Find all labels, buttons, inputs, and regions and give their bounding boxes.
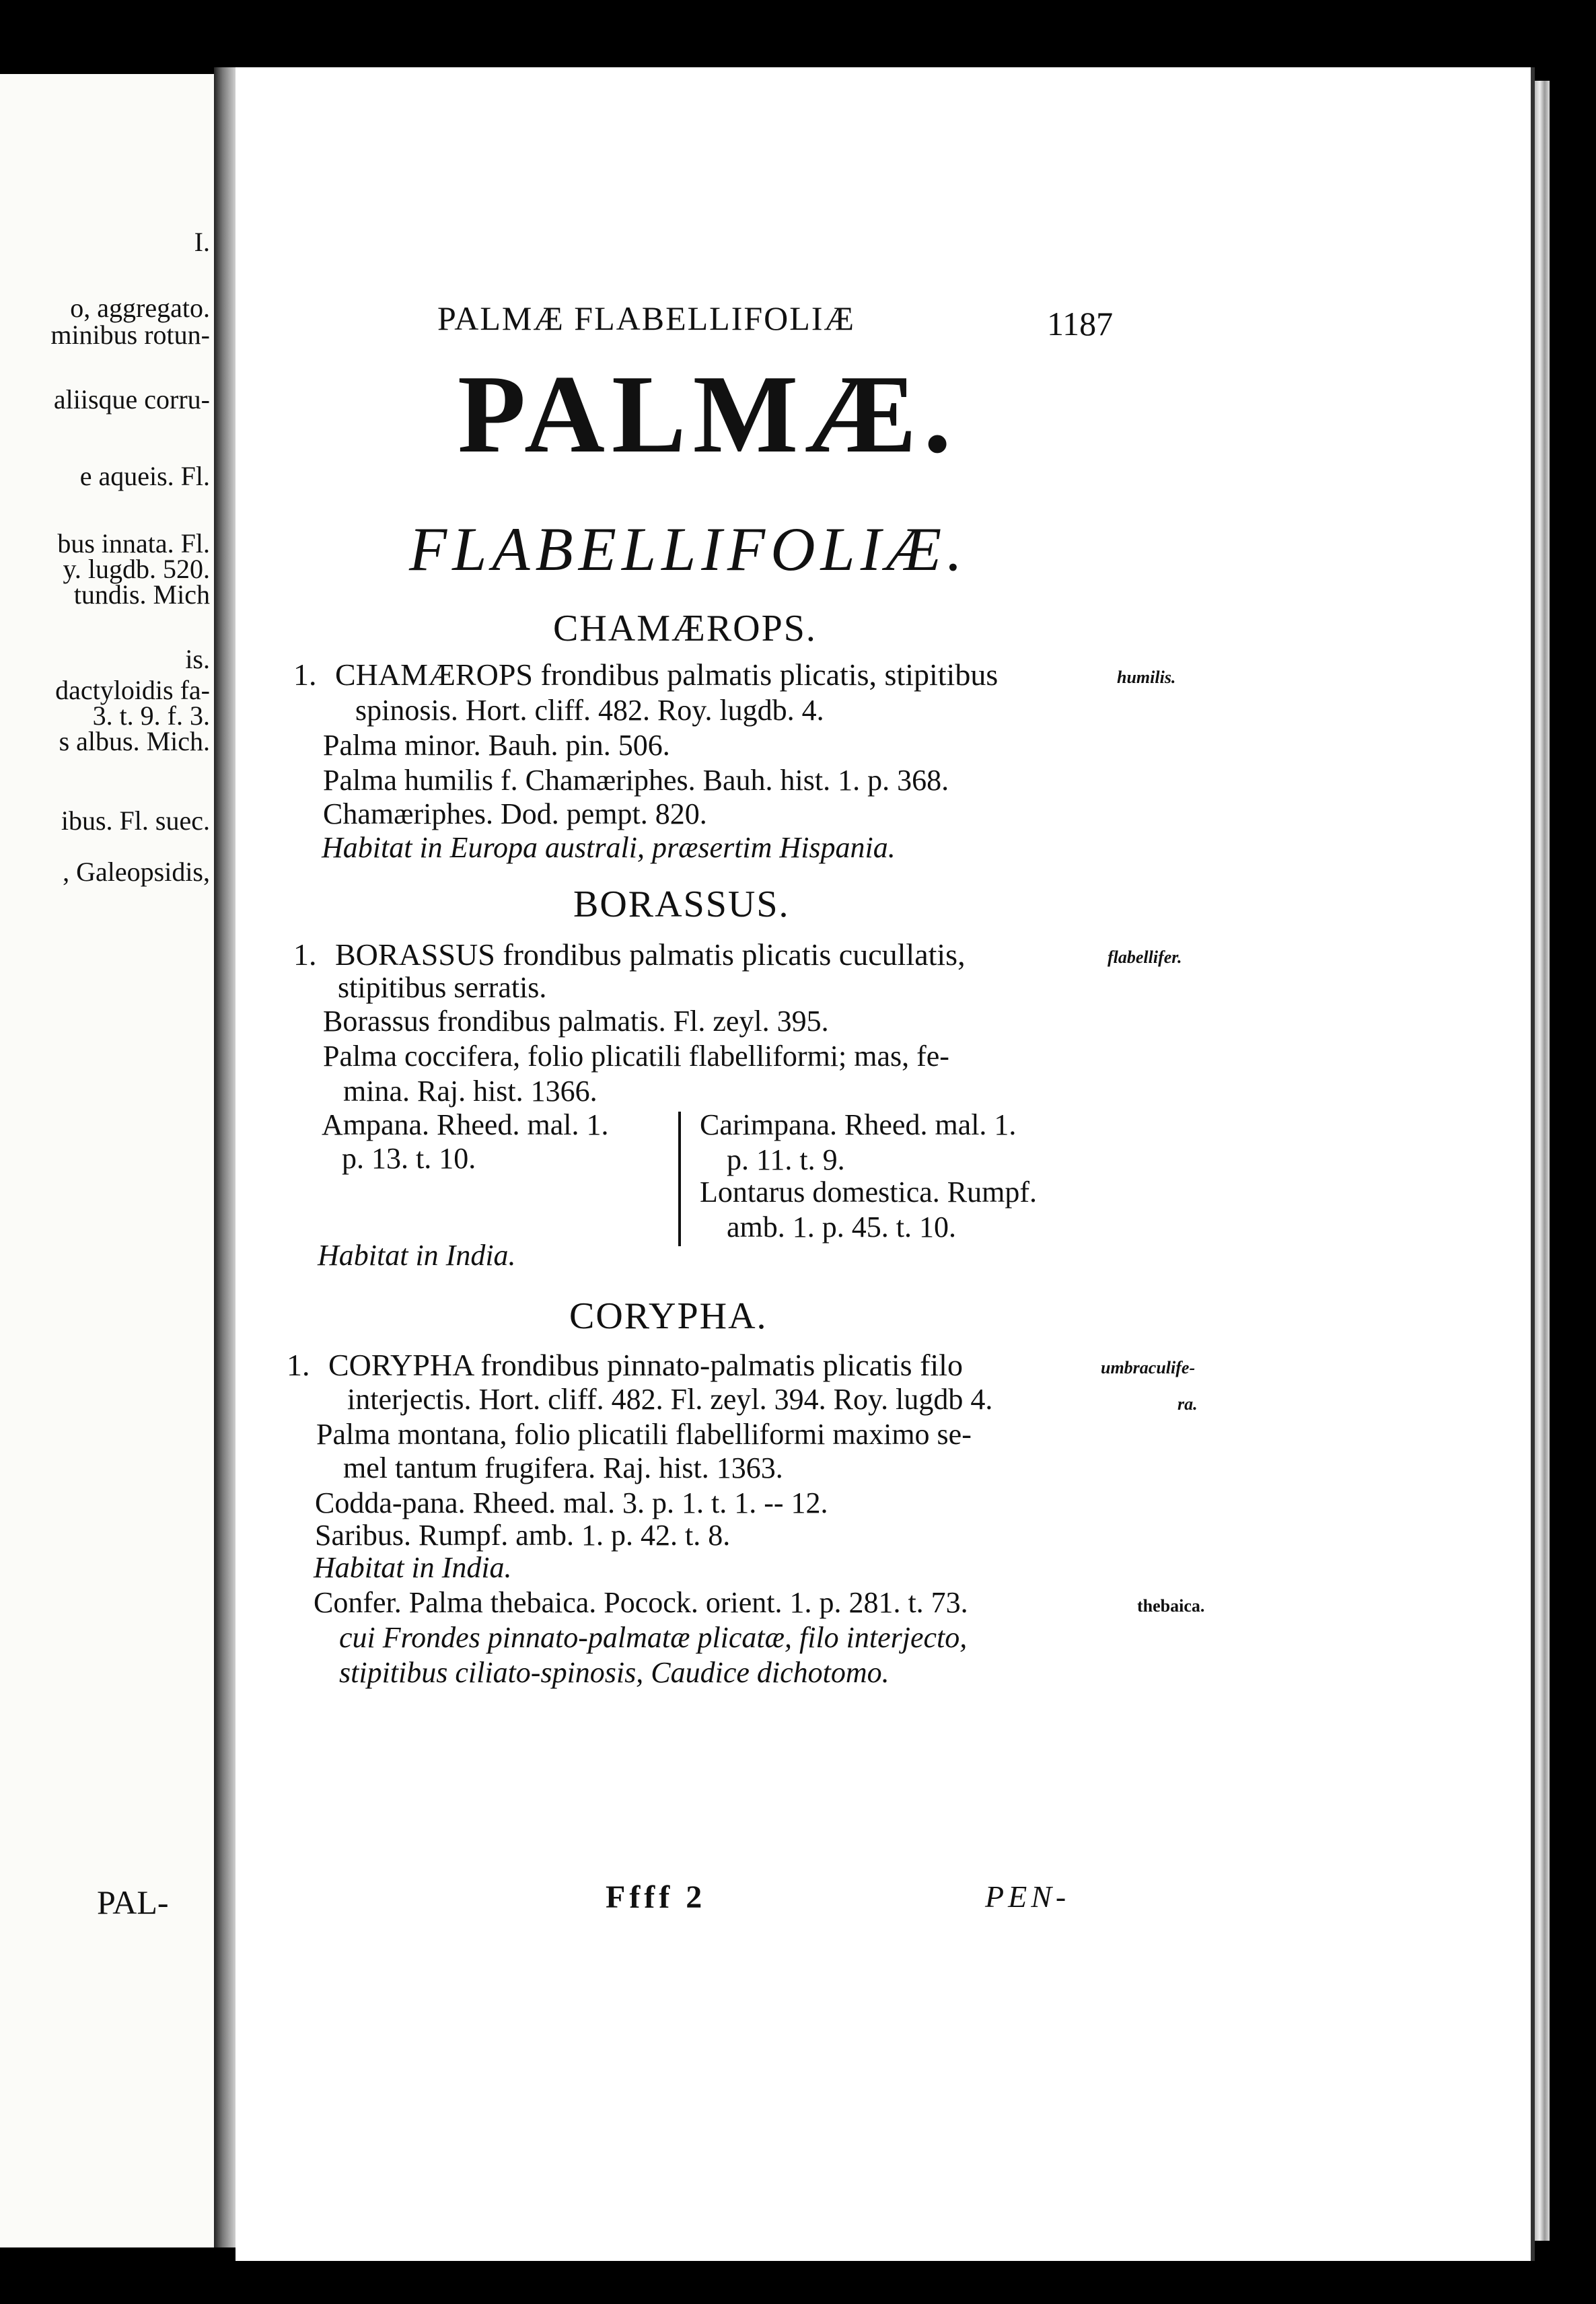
synonym-line: Chamæriphes. Dod. pempt. 820.: [323, 797, 707, 830]
page-title: PALMÆ.: [458, 352, 958, 476]
section-heading-borassus: BORASSUS.: [573, 884, 790, 925]
previous-page-line: e aqueis. Fl.: [79, 461, 210, 491]
book-gutter: [214, 67, 235, 2247]
entry-number: 1.: [293, 937, 317, 972]
confer-line-cont: stipitibus ciliato-spinosis, Caudice dichotomo.: [339, 1656, 890, 1689]
previous-page-line: ibus. Fl. suec.: [61, 805, 210, 836]
entry-diagnosis: BORASSUS frondibus palmatis plicatis cucullatis,: [335, 937, 966, 972]
synonym-line: Palma coccifera, folio plicatili flabelliformi; mas, fe-: [323, 1040, 949, 1073]
previous-page-line: minibus rotun-: [50, 320, 210, 350]
synonym-line: Palma montana, folio plicatili flabelliformi maximo se-: [316, 1418, 972, 1451]
column-left-line: p. 13. t. 10.: [342, 1142, 476, 1175]
confer-line: Confer. Palma thebaica. Pocock. orient. 1. p. 281. t. 73.: [314, 1586, 968, 1619]
synonym-line: Palma minor. Bauh. pin. 506.: [323, 729, 670, 762]
synonym-line: Saribus. Rumpf. amb. 1. p. 42. t. 8.: [315, 1519, 731, 1552]
margin-species-name: umbraculife-: [1101, 1358, 1196, 1377]
entry-diagnosis-cont: stipitibus serratis.: [338, 971, 547, 1004]
synonym-line: Borassus frondibus palmatis. Fl. zeyl. 395.: [323, 1005, 829, 1038]
entry-number: 1.: [293, 657, 317, 692]
previous-page-line: tundis. Mich: [73, 579, 210, 610]
column-divider: [678, 1112, 681, 1246]
entry-diagnosis-cont: interjectis. Hort. cliff. 482. Fl. zeyl. 394. Roy. lugdb 4.: [347, 1383, 993, 1416]
catchword: PEN-: [985, 1879, 1071, 1914]
column-right-line: p. 11. t. 9.: [727, 1143, 845, 1176]
previous-page-fragment: [0, 74, 214, 2247]
margin-species-name: humilis.: [1117, 668, 1176, 687]
signature-mark: Ffff 2: [606, 1879, 706, 1915]
column-right-line: Lontarus domestica. Rumpf.: [700, 1176, 1038, 1209]
entry-diagnosis: CHAMÆROPS frondibus palmatis plicatis, stipitibus: [335, 657, 999, 692]
synonym-line: Palma humilis f. Chamæriphes. Bauh. hist. 1. p. 368.: [323, 764, 949, 797]
margin-species-name: flabellifer.: [1108, 947, 1182, 967]
entry-diagnosis-cont: spinosis. Hort. cliff. 482. Roy. lugdb. 4.: [355, 694, 824, 727]
page-edge: [1535, 81, 1550, 2241]
column-left-line: Ampana. Rheed. mal. 1.: [322, 1108, 609, 1141]
column-right-line: Carimpana. Rheed. mal. 1.: [700, 1108, 1017, 1141]
confer-line-cont: cui Frondes pinnato-palmatæ plicatæ, filo interjecto,: [339, 1621, 968, 1654]
previous-page-line: bus innata. Fl.: [57, 528, 210, 559]
section-heading-corypha: CORYPHA.: [569, 1295, 768, 1337]
column-right-line: amb. 1. p. 45. t. 10.: [727, 1211, 956, 1244]
previous-page-line: 3. t. 9. f. 3.: [92, 700, 210, 731]
entry-diagnosis: CORYPHA frondibus pinnato-palmatis plicatis filo: [328, 1348, 963, 1382]
previous-page-line: o, aggregato.: [70, 293, 210, 323]
previous-page-line: aliisque corru-: [53, 384, 210, 415]
habitat-line: Habitat in India.: [318, 1239, 516, 1272]
previous-page-line: s albus. Mich.: [59, 726, 210, 756]
previous-page-line: is.: [185, 644, 210, 674]
previous-page-line: dactyloidis fa-: [55, 675, 210, 705]
previous-page-catchword: PAL-: [97, 1883, 169, 1921]
previous-page-line: I.: [194, 227, 210, 257]
section-heading-chamaerops: CHAMÆROPS.: [553, 608, 817, 649]
margin-species-name-cont: ra.: [1177, 1394, 1198, 1414]
synonym-line-cont: mina. Raj. hist. 1366.: [343, 1075, 597, 1108]
running-title: PALMÆ FLABELLIFOLIÆ: [437, 299, 855, 337]
margin-species-name: thebaica.: [1137, 1596, 1205, 1616]
page-subtitle: FLABELLIFOLIÆ.: [409, 515, 968, 583]
habitat-line: Habitat in India.: [314, 1551, 512, 1584]
synonym-line: Codda-pana. Rheed. mal. 3. p. 1. t. 1. -- 12.: [315, 1486, 828, 1519]
entry-number: 1.: [287, 1348, 310, 1382]
previous-page-line: y. lugdb. 520.: [63, 554, 210, 584]
page-number: 1187: [1047, 305, 1114, 343]
previous-page-line: , Galeopsidis,: [63, 857, 210, 887]
habitat-line: Habitat in Europa australi, præsertim Hispania.: [322, 831, 896, 864]
synonym-line-cont: mel tantum frugifera. Raj. hist. 1363.: [343, 1451, 783, 1484]
